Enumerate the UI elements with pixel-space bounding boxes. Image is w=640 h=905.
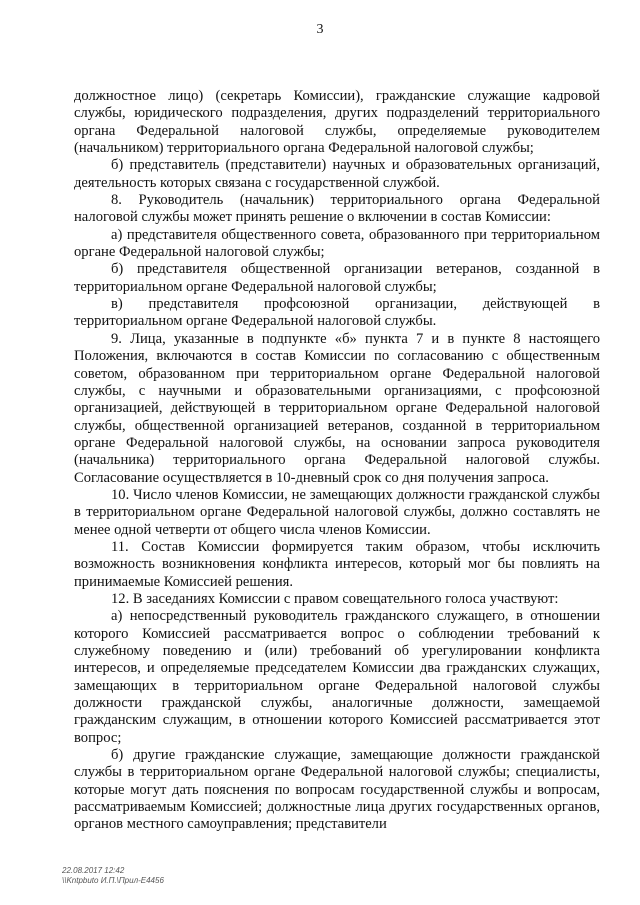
paragraph: б) представитель (представители) научных и образовательных организаций, деятельность которых связана с государственной службой. xyxy=(74,157,600,191)
paragraph: б) представителя общественной организации ветеранов, созданной в территориальном органе Федеральной налоговой службы; xyxy=(74,261,600,295)
file-path: \\Kntpbuto И.П.\Прил-E4456 xyxy=(62,876,164,885)
paragraph: а) представителя общественного совета, образованного при территориальном органе Федеральной налоговой службы; xyxy=(74,226,600,261)
paragraph: 11. Состав Комиссии формируется таким образом, чтобы исключить возможность возникновения конфликта интересов, который мог бы повлиять на принимаемые Комиссией решения. xyxy=(74,538,600,590)
print-footer xyxy=(62,866,164,886)
paragraph: 10. Число членов Комиссии, не замещающих должности гражданской службы в территориальном органе Федеральной налоговой службы, должно составлять не менее одной четверти от общего числа членов Комиссии. xyxy=(74,486,600,538)
paragraph: 12. В заседаниях Комиссии с правом совещательного голоса участвуют: xyxy=(111,590,559,607)
paragraph: б) другие гражданские служащие, замещающие должности гражданской службы в территориальном органе Федеральной налоговой службы; специалисты, которые могут дать пояснения по вопросам государственной службы и вопросам, рассматриваемым Комиссией; должностные лица других государственных органов, органов местного самоуправления; представители xyxy=(74,747,600,833)
paragraph: в) представителя профсоюзной организации, действующей в территориальном органе Федеральной налоговой службы. xyxy=(74,296,600,330)
print-timestamp: 22.08.2017 12:42 xyxy=(62,866,125,875)
paragraph: 8. Руководитель (начальник) территориального органа Федеральной налоговой службы может принять решение о включении в состав Комиссии: xyxy=(74,192,600,226)
paragraph: а) непосредственный руководитель гражданского служащего, в отношении которого Комиссией рассматривается вопрос о соблюдении требований к служебному поведению и (или) требований об урегулировании конфликта интересов, и определяемые председателем Комиссии два гражданских служащих, замещающих в территориальном органе Федеральной налоговой службы должности гражданской службы, аналогичные должности, замещаемой гражданским служащим, в отношении которого Комиссией рассматривается этот вопрос; xyxy=(74,608,600,746)
paragraph: должностное лицо) (секретарь Комиссии), гражданские служащие кадровой службы, юридического подразделения, других подразделений территориального органа Федеральной налоговой службы, определяемые руководителем (начальником) территориального органа Федеральной налоговой службы; xyxy=(74,88,600,157)
paragraph: 9. Лица, указанные в подпункте «б» пункта 7 и в пункте 8 настоящего Положения, включаются в состав Комиссии по согласованию с общественным советом, образованном при территориальном органе Федеральной налоговой службы, с научными и образовательными организациями, с профсоюзной организацией, действующей в территориальном органе Федеральной налоговой службы, общественной организацией ветеранов, созданной в территориальном органе Федеральной налоговой службы, на основании запроса руководителя (начальника) территориального органа Федеральной налоговой службы. Согласование осуществляется в 10-дневный срок со дня получения запроса. xyxy=(74,330,600,486)
body-text xyxy=(74,88,600,834)
page-number: 3 xyxy=(316,22,324,37)
